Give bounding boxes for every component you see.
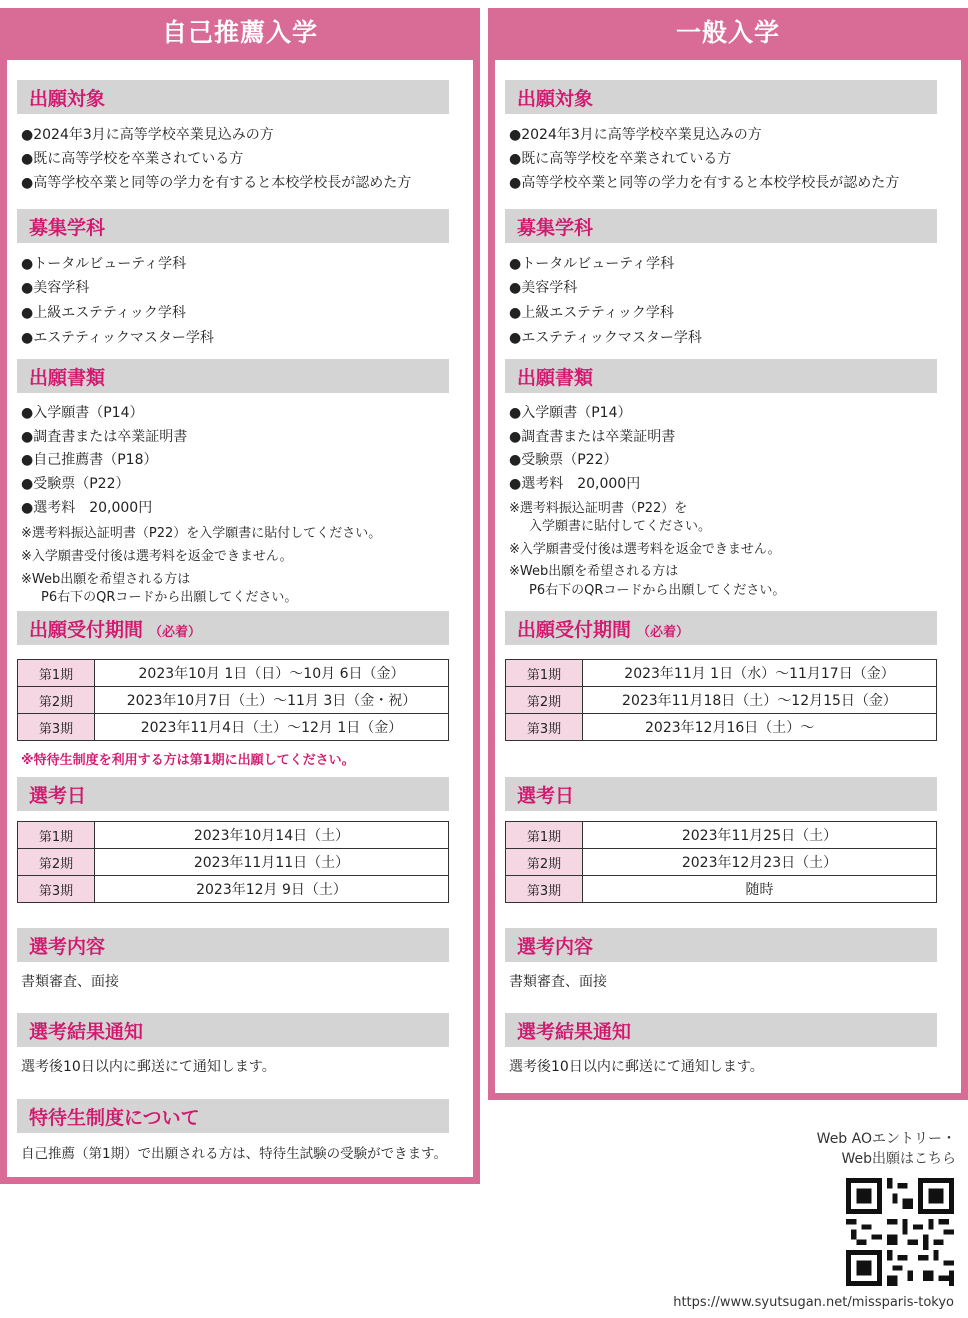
- table-row: [18, 822, 449, 849]
- section-header-depts: [505, 209, 937, 243]
- section-title: 選考日: [517, 785, 575, 807]
- section-title: 出願対象: [29, 88, 106, 110]
- exam-label: 第2期: [506, 849, 583, 876]
- list-item: ●既に高等学校を卒業されている方: [21, 151, 244, 167]
- table-row: [18, 714, 449, 741]
- section-header-period: [17, 611, 449, 645]
- qr-code-icon[interactable]: [846, 1178, 954, 1286]
- table-row: [506, 849, 937, 876]
- self-recommendation-column: [0, 8, 480, 1184]
- exam-value: 2023年12月 9日（土）: [95, 876, 449, 903]
- list-item: ●トータルビューティ学科: [509, 256, 675, 272]
- result-text: 選考後10日以内に郵送にて通知します。: [509, 1059, 764, 1075]
- period-label: 第1期: [18, 660, 95, 687]
- general-admission-column: [488, 8, 968, 1100]
- list-item: ●エステティックマスター学科: [509, 330, 702, 346]
- table-row: [506, 876, 937, 903]
- exam-value: 2023年10月14日（土）: [95, 822, 449, 849]
- note-item: 入学願書に貼付してください。: [529, 519, 712, 534]
- section-title: 選考日: [29, 785, 87, 807]
- content-text: 書類審査、面接: [509, 974, 607, 990]
- exam-value: 2023年12月23日（土）: [583, 849, 937, 876]
- period-value: 2023年11月 1日（水）〜11月17日（金）: [583, 660, 937, 687]
- section-title: 選考結果通知: [517, 1021, 632, 1043]
- exam-label: 第3期: [18, 876, 95, 903]
- list-item: ●受験票（P22）: [21, 476, 130, 492]
- list-item: ●2024年3月に高等学校卒業見込みの方: [509, 127, 762, 143]
- list-item: ●トータルビューティ学科: [21, 256, 187, 272]
- section-header-scholarship: [17, 1099, 449, 1133]
- list-item: ●調査書または卒業証明書: [509, 429, 676, 445]
- period-table: [505, 659, 937, 741]
- section-header-period: [505, 611, 937, 645]
- exam-date-table: [17, 821, 449, 903]
- exam-value: 随時: [583, 876, 937, 903]
- list-item: ●自己推薦書（P18）: [21, 452, 158, 468]
- section-header-result: [505, 1013, 937, 1047]
- column-heading: 自己推薦入学: [0, 8, 480, 60]
- section-title: 選考結果通知: [29, 1021, 144, 1043]
- list-item: ●選考料 20,000円: [21, 500, 153, 516]
- section-title: 特待生制度について: [29, 1107, 200, 1129]
- section-header-docs: [17, 359, 449, 393]
- list-item: ●受験票（P22）: [509, 452, 618, 468]
- period-label: 第3期: [506, 714, 583, 741]
- table-row: [18, 660, 449, 687]
- exam-value: 2023年11月25日（土）: [583, 822, 937, 849]
- column-heading: 一般入学: [488, 8, 968, 60]
- result-text: 選考後10日以内に郵送にて通知します。: [21, 1059, 276, 1075]
- section-header-exam: [17, 777, 449, 811]
- list-item: ●既に高等学校を卒業されている方: [509, 151, 732, 167]
- note-item: ※Web出願を希望される方は: [509, 564, 679, 579]
- table-row: [506, 660, 937, 687]
- period-value: 2023年11月18日（土）〜12月15日（金）: [583, 687, 937, 714]
- exam-value: 2023年11月11日（土）: [95, 849, 449, 876]
- period-value: 2023年11月4日（土）〜12月 1日（金）: [95, 714, 449, 741]
- period-label: 第3期: [18, 714, 95, 741]
- section-header-content: [505, 928, 937, 962]
- table-row: [18, 849, 449, 876]
- note-item: ※選考料振込証明書（P22）を: [509, 501, 688, 516]
- period-value: 2023年10月 1日（日）〜10月 6日（金）: [95, 660, 449, 687]
- list-item: ●上級エステティック学科: [509, 305, 674, 321]
- note-item: ※Web出願を希望される方は: [21, 572, 191, 587]
- period-value: 2023年10月7日（土）〜11月 3日（金・祝）: [95, 687, 449, 714]
- section-title: 選考内容: [29, 936, 106, 958]
- section-header-exam: [505, 777, 937, 811]
- period-label: 第1期: [506, 660, 583, 687]
- period-label: 第2期: [506, 687, 583, 714]
- exam-label: 第3期: [506, 876, 583, 903]
- list-item: ●2024年3月に高等学校卒業見込みの方: [21, 127, 274, 143]
- section-title: 募集学科: [29, 217, 106, 239]
- note-item: P6右下のQRコードから出願してください。: [41, 590, 298, 605]
- table-row: [18, 687, 449, 714]
- note-item: ※入学願書受付後は選考料を返金できません。: [21, 549, 293, 564]
- list-item: ●入学願書（P14）: [509, 405, 632, 421]
- list-item: ●調査書または卒業証明書: [21, 429, 188, 445]
- section-header-target: [17, 80, 449, 114]
- note-item: ※入学願書受付後は選考料を返金できません。: [509, 542, 781, 557]
- scholarship-text: 自己推薦（第1期）で出願される方は、特待生試験の受験ができます。: [21, 1146, 448, 1162]
- section-header-docs: [505, 359, 937, 393]
- period-value: 2023年12月16日（土）〜: [583, 714, 937, 741]
- qr-caption-line2: Web出願はこちら: [841, 1151, 956, 1167]
- list-item: ●選考料 20,000円: [509, 476, 641, 492]
- list-item: ●上級エステティック学科: [21, 305, 186, 321]
- section-header-target: [505, 80, 937, 114]
- section-title: 出願書類: [517, 367, 594, 389]
- section-title: 出願書類: [29, 367, 106, 389]
- exam-label: 第1期: [18, 822, 95, 849]
- table-row: [506, 714, 937, 741]
- note-item: ※選考料振込証明書（P22）を入学願書に貼付してください。: [21, 526, 382, 541]
- qr-caption-line1: Web AOエントリー・: [816, 1131, 956, 1147]
- list-item: ●高等学校卒業と同等の学力を有すると本校学校長が認めた方: [21, 175, 412, 191]
- list-item: ●美容学科: [509, 280, 578, 296]
- section-header-depts: [17, 209, 449, 243]
- section-header-result: [17, 1013, 449, 1047]
- section-title: 募集学科: [517, 217, 594, 239]
- section-title: 出願対象: [517, 88, 594, 110]
- section-header-content: [17, 928, 449, 962]
- list-item: ●高等学校卒業と同等の学力を有すると本校学校長が認めた方: [509, 175, 900, 191]
- period-table: [17, 659, 449, 741]
- list-item: ●美容学科: [21, 280, 90, 296]
- content-text: 書類審査、面接: [21, 974, 119, 990]
- note-item: P6右下のQRコードから出願してください。: [529, 583, 786, 598]
- list-item: ●入学願書（P14）: [21, 405, 144, 421]
- period-label: 第2期: [18, 687, 95, 714]
- section-title: 出願受付期間 （必着）: [517, 619, 690, 641]
- table-row: [506, 687, 937, 714]
- scholarship-warning: ※特待生制度を利用する方は第1期に出願してください。: [21, 753, 355, 768]
- exam-date-table: [505, 821, 937, 903]
- section-title: 選考内容: [517, 936, 594, 958]
- entry-url-link[interactable]: https://www.syutsugan.net/missparis-tokyo: [673, 1295, 954, 1310]
- table-row: [18, 876, 449, 903]
- table-row: [506, 822, 937, 849]
- exam-label: 第2期: [18, 849, 95, 876]
- list-item: ●エステティックマスター学科: [21, 330, 214, 346]
- exam-label: 第1期: [506, 822, 583, 849]
- section-title: 出願受付期間 （必着）: [29, 619, 202, 641]
